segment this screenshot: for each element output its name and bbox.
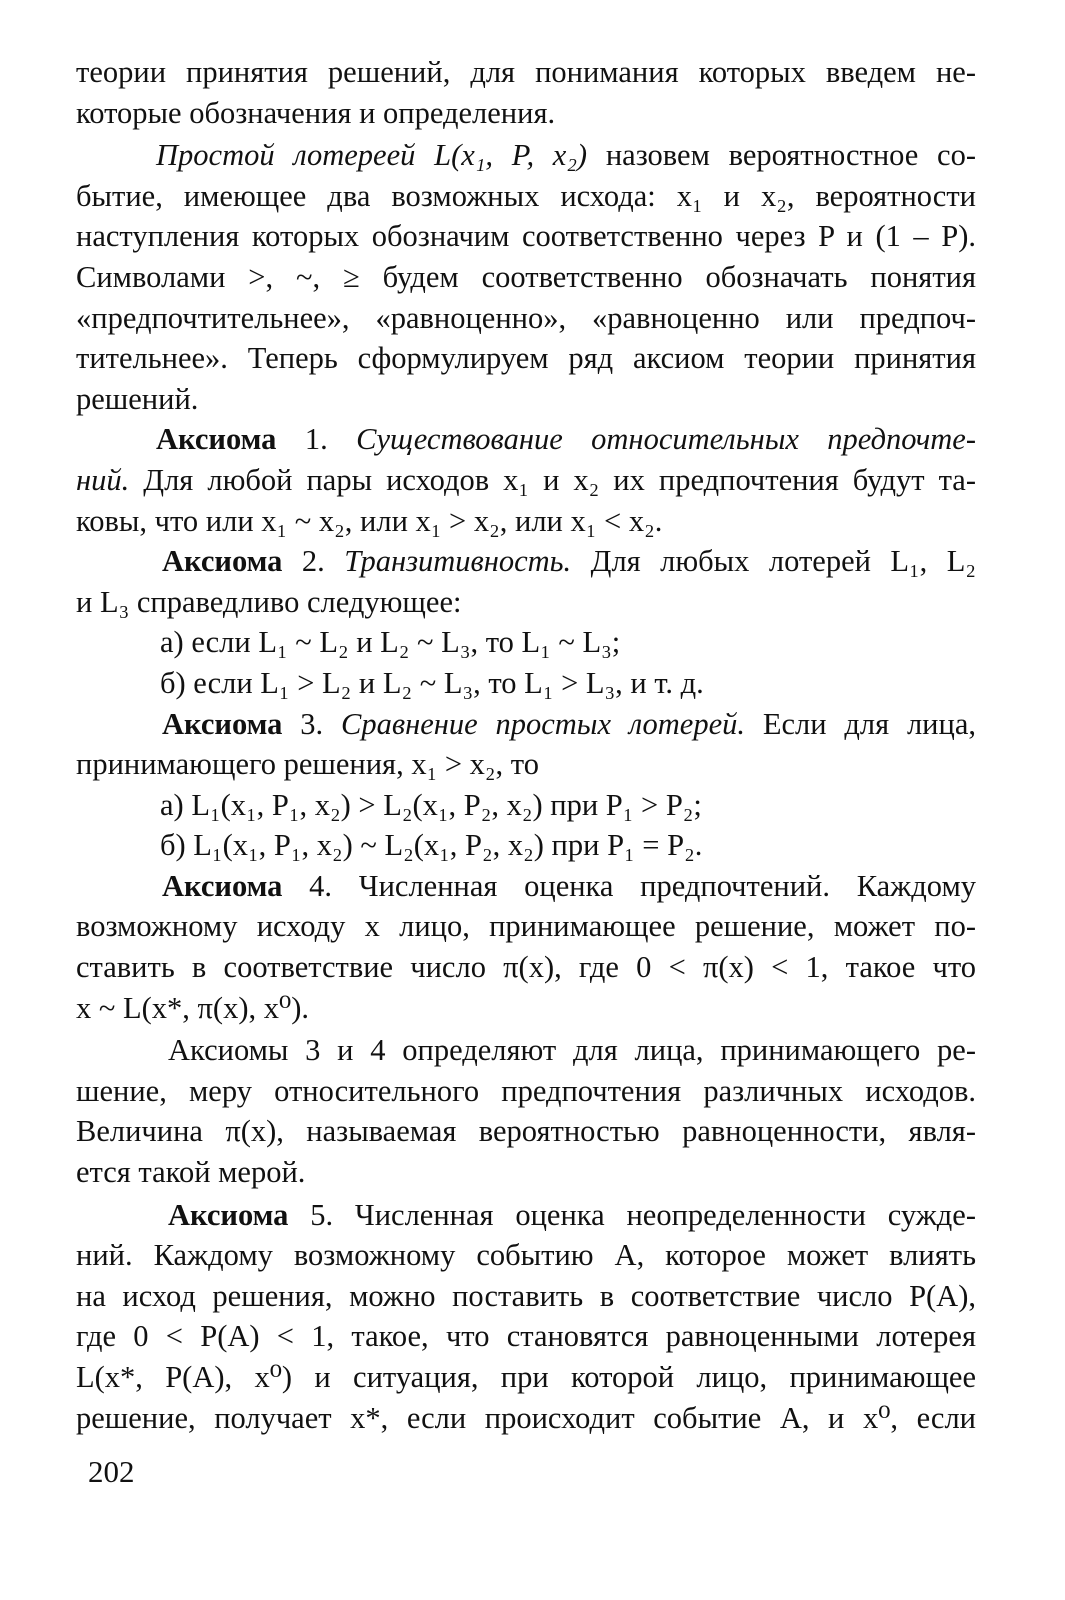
axiom-1 <box>76 419 976 541</box>
axiom-number: 1. <box>276 422 357 457</box>
axiom-4 <box>76 866 976 1028</box>
text-fragment: 4. Численная оценка предпочтений. Каждому <box>282 868 976 903</box>
text-line: Аксиомы 3 и 4 определяют для лица, принимающего ре- <box>168 1033 976 1068</box>
text-line: решение, получает x*, если происходит событие A, и x⁰, если <box>76 1400 976 1435</box>
axiom-label: Аксиома <box>162 544 283 579</box>
text-line: шение, меру относительного предпочтения различных исходов. <box>76 1073 976 1108</box>
text-line: Величина π(x), называемая вероятностью равноценности, явля- <box>76 1114 976 1149</box>
text-line: ется такой мерой. <box>76 1155 306 1190</box>
text-line <box>76 541 976 582</box>
text-line: наступления которых обозначим соответственно через P и (1 – P). <box>76 219 976 254</box>
axiom-label: Аксиома <box>162 868 283 903</box>
axiom-title: Сравнение простых лотерей. <box>340 706 745 741</box>
defined-term: Простой лотереей <box>156 138 416 173</box>
text-line: x ~ L(x*, π(x), x⁰). <box>76 990 310 1025</box>
text-line: L(x*, P(A), x⁰) и ситуация, при которой лицо, принимающее <box>76 1360 976 1394</box>
text-line <box>76 419 976 460</box>
text-line: теории принятия решений, для понимания которых введем не- <box>76 55 976 89</box>
lottery-definition <box>76 135 976 419</box>
text-line: возможному исходу x лицо, принимающее решение, может по- <box>76 909 976 944</box>
axiom-title: ний. <box>76 462 130 497</box>
text-fragment: Для любой пары исходов x₁ и x₂ их предпочтения будут та- <box>129 462 976 497</box>
list-item: а) если L₁ ~ L₂ и L₂ ~ L₃, то L₁ ~ L₃; <box>160 625 621 660</box>
list-item: а) L₁(x₁, P₁, x₂) > L₂(x₁, P₂, x₂) при P₁ > P₂; <box>160 787 702 822</box>
axiom-5 <box>76 1195 976 1439</box>
axiom-3 <box>76 704 976 866</box>
intro-paragraph <box>76 52 976 133</box>
text-line: ставить в соответствие число π(x), где 0 < π(x) < 1, такое что <box>76 950 976 985</box>
axiom-label: Аксиома <box>168 1197 289 1232</box>
text-line: на исход решения, можно поставить в соответствие число P(A), <box>76 1278 976 1313</box>
page-number: 202 <box>88 1454 135 1489</box>
text-line: ний. Каждому возможному событию A, которое может влиять <box>76 1238 976 1273</box>
text-fragment: 5. Численная оценка неопределенности сужде- <box>288 1197 976 1232</box>
text-line <box>76 1195 976 1236</box>
axiom-number: 3. <box>282 706 341 741</box>
list-item: б) L₁(x₁, P₁, x₂) ~ L₂(x₁, P₂, x₂) при P₁ = P₂. <box>160 828 703 863</box>
text-line: принимающего решения, x₁ > x₂, то <box>76 747 539 782</box>
text-line: решений. <box>76 381 199 416</box>
axioms-3-4-paragraph <box>76 1030 976 1192</box>
text-fragment: Если для лица, <box>744 706 976 741</box>
text-fragment: Для любых лотерей L₁, L₂ <box>571 544 976 579</box>
axiom-number: 2. <box>282 544 345 579</box>
text-line: где 0 < P(A) < 1, такое, что становятся равноценными лотерея <box>76 1319 976 1354</box>
axiom-title: Транзитивность. <box>344 544 572 579</box>
text-line: ковы, что или x₁ ~ x₂, или x₁ > x₂, или x₁ < x₂. <box>76 503 663 538</box>
text-fragment: назовем вероятностное со- <box>605 138 976 173</box>
text-line <box>76 866 976 907</box>
text-line <box>76 704 976 745</box>
text-line: тительнее». Теперь сформулируем ряд аксиом теории принятия <box>76 341 976 376</box>
axiom-title: Существование относительных предпочте- <box>356 422 976 457</box>
text-line: бытие, имеющее два возможных исхода: x₁ и x₂, вероятности <box>76 178 976 213</box>
text-line: Символами >, ~, ≥ будем соответственно обозначать понятия <box>76 259 976 294</box>
formula: L(x₁, P, x₂) <box>415 138 606 173</box>
axiom-2 <box>76 541 976 703</box>
axiom-label: Аксиома <box>156 422 277 457</box>
text-line <box>76 460 976 501</box>
text-line <box>76 135 976 176</box>
text-line: «предпочтительнее», «равноценно», «равноценно или предпоч- <box>76 300 976 335</box>
text-line: и L₃ справедливо следующее: <box>76 584 462 619</box>
page-body <box>76 52 976 1438</box>
axiom-label: Аксиома <box>162 706 283 741</box>
text-line: которые обозначения и определения. <box>76 95 556 130</box>
list-item: б) если L₁ > L₂ и L₂ ~ L₃, то L₁ > L₃, и т. д. <box>160 665 704 700</box>
